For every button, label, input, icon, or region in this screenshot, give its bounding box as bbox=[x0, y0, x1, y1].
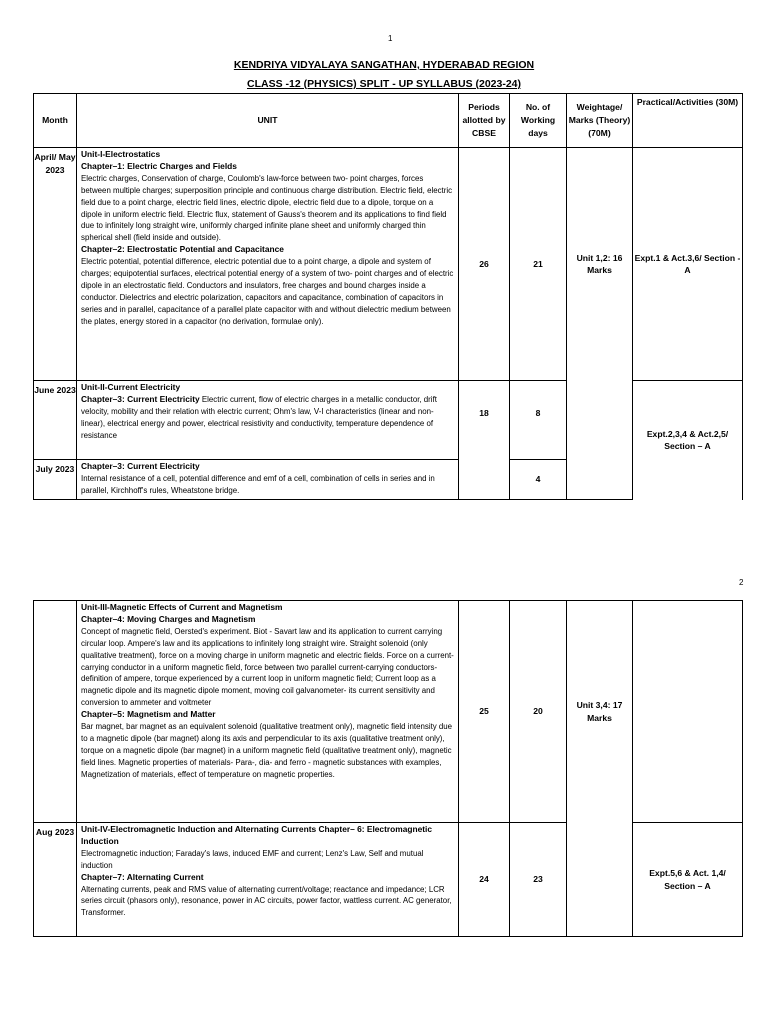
unit-cell bbox=[77, 823, 459, 937]
header-working-days: No. of Working days bbox=[510, 94, 567, 148]
unit-heading: Unit-IV-Electromagnetic Induction and Alternating Currents Chapter– 6: Electromagnetic Induction bbox=[81, 824, 433, 846]
table-row bbox=[34, 148, 743, 381]
practical-cell: Expt.1 & Act.3,6/ Section - A bbox=[633, 148, 743, 381]
periods-cell: 26 bbox=[459, 148, 510, 381]
month-cell: June 2023 bbox=[34, 381, 77, 460]
chapter-text: Internal resistance of a cell, potential difference and emf of a cell, combination of cells in series and in parallel, Kirchhoff's rules, Wheatstone bridge. bbox=[81, 473, 435, 495]
table-row bbox=[34, 823, 743, 937]
periods-cell-empty bbox=[459, 460, 510, 500]
working-days-cell: 23 bbox=[510, 823, 567, 937]
document-title: KENDRIYA VIDYALAYA SANGATHAN, HYDERABAD REGION bbox=[233, 59, 535, 71]
chapter-text: Electric current, flow of electric charges in a metallic conductor, drift velocity, mobility and their relation with electric current; Ohm's law, V-I characteristics (linear and non-linear), electrical energy and power, electrical resistivity and conductivity, temperature dependence of resistance bbox=[81, 394, 437, 440]
table-row bbox=[34, 601, 743, 823]
month-cell bbox=[34, 601, 77, 823]
weightage-cell-empty bbox=[567, 460, 633, 500]
table-row bbox=[34, 381, 743, 460]
weightage-cell: Unit 3,4: 17 Marks bbox=[567, 601, 633, 823]
unit-heading: Unit-II-Current Electricity bbox=[81, 382, 181, 392]
chapter-heading: Chapter–2: Electrostatic Potential and Capacitance bbox=[81, 244, 284, 255]
syllabus-table-page1 bbox=[33, 93, 743, 500]
chapter-text: Electromagnetic induction; Faraday's laws, induced EMF and current; Lenz's Law, Self and mutual induction bbox=[81, 848, 424, 870]
unit-cell bbox=[77, 148, 459, 381]
month-cell: April/ May 2023 bbox=[34, 148, 77, 381]
document-subtitle: CLASS -12 (PHYSICS) SPLIT - UP SYLLABUS (2023-24) bbox=[246, 78, 522, 90]
practical-cell: Expt.2,3,4 & Act.2,5/ Section – A bbox=[633, 381, 743, 500]
unit-cell bbox=[77, 460, 459, 500]
periods-cell: 18 bbox=[459, 381, 510, 460]
chapter-heading: Chapter–5: Magnetism and Matter bbox=[81, 709, 216, 720]
chapter-text: Alternating currents, peak and RMS value of alternating current/voltage; reactance and impedance; LCR series circuit (phasors only), resonance, power in AC circuits, power factor, wattless current. AC generator, Transformer. bbox=[81, 884, 452, 918]
working-days-cell: 8 bbox=[510, 381, 567, 460]
chapter-heading: Chapter–3: Current Electricity bbox=[81, 393, 200, 404]
page-number: 2 bbox=[739, 578, 744, 587]
working-days-cell: 21 bbox=[510, 148, 567, 381]
unit-heading: Unit-III-Magnetic Effects of Current and Magnetism bbox=[81, 602, 283, 612]
periods-cell: 24 bbox=[459, 823, 510, 937]
month-cell: Aug 2023 bbox=[34, 823, 77, 937]
header-practical: Practical/Activities (30M) bbox=[633, 94, 743, 148]
weightage-cell-empty bbox=[567, 381, 633, 460]
chapter-heading: Chapter–1: Electric Charges and Fields bbox=[81, 160, 237, 171]
unit-heading: Unit-I-Electrostatics bbox=[81, 149, 161, 159]
chapter-heading: Chapter–3: Current Electricity bbox=[81, 461, 200, 471]
chapter-text: Concept of magnetic field, Oersted's experiment. Biot - Savart law and its application to current carrying circular loop. Ampere's law and its applications to infinitely long straight wire. Straight solenoid (only qualitative treatment), force on a moving charge in uniform magnetic and electric fields. Force on a current-carrying conductor in a uniform magnetic field, force between two parallel current-carrying conductors-definition of ampere, torque experienced by a current loop in uniform magnetic field; Current loop as a magnetic dipole and its magnetic dipole moment, moving coil galvanometer- its current sensitivity and conversion to ammeter and voltmeter bbox=[81, 626, 454, 708]
periods-cell: 25 bbox=[459, 601, 510, 823]
header-month: Month bbox=[34, 94, 77, 148]
weightage-cell: Unit 1,2: 16 Marks bbox=[567, 148, 633, 381]
practical-cell: Expt.5,6 & Act. 1,4/ Section – A bbox=[633, 823, 743, 937]
unit-cell bbox=[77, 601, 459, 823]
header-weightage: Weightage/ Marks (Theory) (70M) bbox=[567, 94, 633, 148]
syllabus-table-page2 bbox=[33, 600, 743, 937]
chapter-heading: Chapter–7: Alternating Current bbox=[81, 871, 204, 882]
header-unit: UNIT bbox=[77, 94, 459, 148]
chapter-text: Electric charges, Conservation of charge, Coulomb's law-force between two- point charges, forces between multiple charges; superposition principle and continuous charge distribution. Electric field, electric field due to a point charge, electric field lines, electric dipole, electric field due to a dipole, torque on a dipole in uniform electric field. Electric flux, statement of Gauss's theorem and its applications to find field due to infinitely long straight wire, uniformly charged infinite plane sheet and uniformly charged thin spherical shell (field inside and outside). bbox=[81, 173, 453, 243]
weightage-cell-empty bbox=[567, 823, 633, 937]
working-days-cell: 20 bbox=[510, 601, 567, 823]
practical-cell-empty bbox=[633, 601, 743, 823]
header-periods: Periods allotted by CBSE bbox=[459, 94, 510, 148]
month-cell: July 2023 bbox=[34, 460, 77, 500]
chapter-heading: Chapter–4: Moving Charges and Magnetism bbox=[81, 613, 256, 624]
page-number: 1 bbox=[388, 34, 393, 43]
chapter-text: Bar magnet, bar magnet as an equivalent solenoid (qualitative treatment only), magnetic field intensity due to a magnetic dipole (bar magnet) along its axis and perpendicular to its axis (qualitative treatment only), torque on a magnetic dipole (bar magnet) in a uniform magnetic field (qualitative treatment only), magnetic field lines. Magnetic properties of materials- Para-, dia- and ferro - magnetic substances with examples, Magnetization of materials, effect of temperature on magnetic properties. bbox=[81, 722, 453, 779]
working-days-cell: 4 bbox=[510, 460, 567, 500]
unit-cell bbox=[77, 381, 459, 460]
chapter-text: Electric potential, potential difference, electric potential due to a point charge, a dipole and system of charges; equipotential surfaces, electrical potential energy of a system of two- point charges and of electric dipole in an electrostatic field. Conductors and insulators, free charges and bound charges inside a conductor. Dielectrics and electric polarization, capacitors and capacitance, combination of capacitors in series and in parallel, capacitance of a parallel plate capacitor with and without dielectric medium between the plates, energy stored in a capacitor (no derivation, formulae only). bbox=[81, 257, 454, 326]
